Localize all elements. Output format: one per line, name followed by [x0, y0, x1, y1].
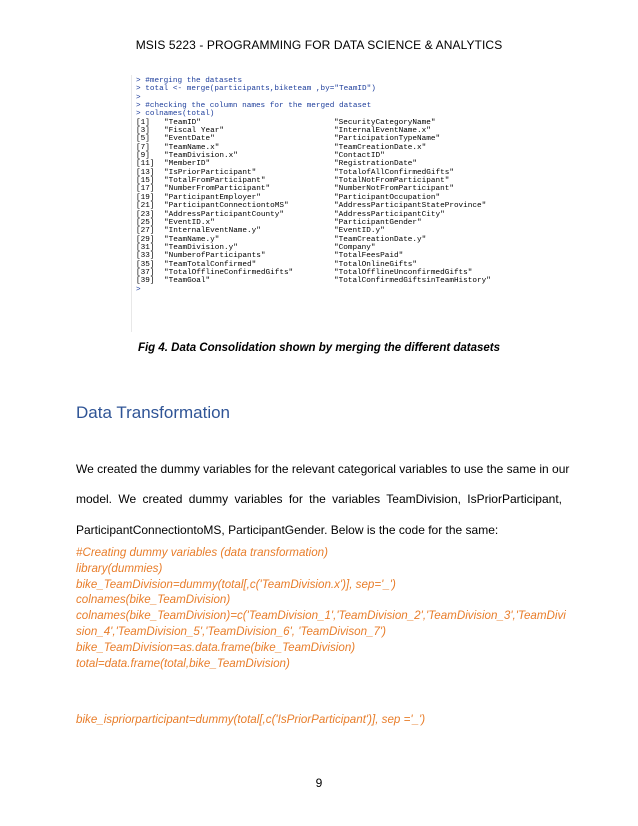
console-output-row	[136, 219, 503, 227]
column-name: "ParticipationTypeName"	[334, 135, 441, 144]
column-name: "EventID.x"	[164, 218, 215, 227]
column-name: "TeamDivision.y"	[164, 243, 238, 252]
console-command-line: > colnames(total)	[136, 110, 215, 119]
column-index: [25]	[136, 218, 155, 227]
column-name: "InternalEventName.x"	[334, 127, 431, 136]
console-output-row	[136, 244, 503, 252]
column-index: [39]	[136, 277, 155, 286]
column-name: "AddressParticipantCity"	[334, 210, 445, 219]
code-line: sion_4','TeamDivision_5','TeamDivision_6', 'TeamDivison_7')	[76, 624, 386, 638]
column-name: "ContactID"	[334, 152, 385, 161]
column-index: [35]	[136, 260, 155, 269]
console-output-row	[136, 211, 503, 219]
column-index: [3]	[136, 127, 150, 136]
page-header: MSIS 5223 - PROGRAMMING FOR DATA SCIENCE & ANALYTICS	[135, 38, 503, 52]
column-name: "EventDate"	[164, 135, 215, 144]
column-index: [7]	[136, 143, 150, 152]
column-name: "AddressParticipantCounty"	[164, 210, 284, 219]
column-name: "SecurityCategoryName"	[334, 118, 436, 127]
column-name: "TeamName.y"	[164, 235, 220, 244]
console-prompt: >	[136, 285, 141, 294]
code-line: library(dummies)	[76, 561, 163, 575]
column-index: [23]	[136, 210, 155, 219]
code-line: bike_ispriorparticipant=dummy(total[,c('IsPriorParticipant')], sep ='_')	[76, 713, 426, 726]
column-index: [13]	[136, 168, 155, 177]
console-output-row	[136, 135, 503, 143]
column-index: [21]	[136, 202, 155, 211]
column-index: [11]	[136, 160, 155, 169]
column-index: [19]	[136, 193, 155, 202]
r-console-screenshot	[131, 75, 503, 332]
code-line: colnames(bike_TeamDivision)=c('TeamDivision_1','TeamDivision_2','TeamDivision_3','TeamDivi	[76, 609, 566, 623]
column-name: "MemberID"	[164, 160, 211, 169]
section-heading: Data Transformation	[76, 403, 231, 422]
column-name: "TeamID"	[164, 118, 201, 127]
column-name: "TotalFromParticipant"	[164, 177, 266, 186]
column-name: "IsPriorParticipant"	[164, 168, 257, 177]
column-name: "ParticipantGender"	[334, 218, 422, 227]
console-output-row	[136, 194, 503, 202]
column-name: "Fiscal Year"	[164, 127, 224, 136]
column-index: [29]	[136, 235, 155, 244]
console-output-row	[136, 252, 503, 260]
console-output-row	[136, 236, 503, 244]
code-line: bike_TeamDivision=dummy(total[,c('TeamDivision.x')], sep='_')	[76, 577, 396, 591]
column-name: "Company"	[334, 243, 376, 252]
figure-caption: Fig 4. Data Consolidation shown by merging the different datasets	[137, 342, 501, 354]
column-name: "TotalConfirmedGiftsinTeamHistory"	[334, 277, 491, 286]
console-command-line: > #merging the datasets	[136, 77, 243, 85]
column-name: "TeamGoal"	[164, 277, 211, 286]
paragraph-line: model. We created dummy variables for the variables TeamDivision, IsPriorParticipant,	[76, 492, 562, 506]
column-name: "ParticipantConnectiontoMS"	[164, 202, 289, 211]
column-index: [33]	[136, 252, 155, 261]
column-name: "TeamDivision.x"	[164, 152, 238, 161]
code-line: bike_TeamDivision=as.data.frame(bike_TeamDivision)	[76, 640, 356, 654]
paragraph-line: ParticipantConnectiontoMS, ParticipantGender. Below is the code for the same:	[76, 523, 499, 537]
console-output-row	[136, 277, 503, 285]
column-name: "RegistrationDate"	[334, 160, 418, 169]
code-line: colnames(bike_TeamDivision)	[76, 593, 231, 607]
console-command-line: >	[136, 93, 141, 102]
console-command-line: > total <- merge(participants,biketeam ,by="TeamID")	[136, 85, 376, 94]
column-name: "TotalOfflineUnconfirmedGifts"	[334, 268, 473, 277]
column-index: [15]	[136, 177, 155, 186]
console-output-row	[136, 177, 503, 185]
column-index: [37]	[136, 268, 155, 277]
paragraph-line: We created the dummy variables for the relevant categorical variables to use the same in our	[76, 462, 570, 476]
column-name: "TeamCreationDate.x"	[334, 143, 427, 152]
console-output-row	[136, 119, 503, 127]
column-name: "TotalOfflineConfirmedGifts"	[164, 268, 294, 277]
column-index: [5]	[136, 135, 150, 144]
column-index: [31]	[136, 243, 155, 252]
column-name: "NumberofParticipants"	[164, 252, 266, 261]
column-name: "ParticipantEmployer"	[164, 193, 261, 202]
column-index: [1]	[136, 118, 150, 127]
code-line: #Creating dummy variables (data transformation)	[76, 546, 328, 559]
column-name: "TotalFeesPaid"	[334, 252, 404, 261]
console-output-row	[136, 185, 503, 193]
console-output-row	[136, 144, 503, 152]
column-name: "NumberFromParticipant"	[164, 185, 271, 194]
column-index: [9]	[136, 152, 150, 161]
console-output-row	[136, 202, 503, 210]
code-block	[76, 545, 576, 671]
console-output-row	[136, 227, 503, 235]
console-output-row	[136, 261, 503, 269]
column-name: "NumberNotFromParticipant"	[334, 185, 454, 194]
column-name: "TeamName.x"	[164, 143, 220, 152]
console-output-row	[136, 269, 503, 277]
console-command-line: > #checking the column names for the merged dataset	[136, 102, 372, 111]
console-output-row	[136, 152, 503, 160]
column-name: "TotalNotFromParticipant"	[334, 177, 450, 186]
column-name: "ParticipantOccupation"	[334, 193, 441, 202]
column-name: "TeamCreationDate.y"	[334, 235, 427, 244]
column-name: "AddressParticipantStateProvince"	[334, 202, 487, 211]
column-index: [27]	[136, 227, 155, 236]
column-name: "InternalEventName.y"	[164, 227, 261, 236]
page-number: 9	[315, 776, 323, 790]
column-name: "TotalOnlineGifts"	[334, 260, 418, 269]
column-name: "TeamTotalConfirmed"	[164, 260, 257, 269]
column-name: "TotalofAllConfirmedGifts"	[334, 168, 454, 177]
console-output-row	[136, 169, 503, 177]
console-output-row	[136, 160, 503, 168]
console-output-row	[136, 127, 503, 135]
column-name: "EventID.y"	[334, 227, 385, 236]
code-line: total=data.frame(total,bike_TeamDivision)	[76, 656, 290, 670]
column-index: [17]	[136, 185, 155, 194]
